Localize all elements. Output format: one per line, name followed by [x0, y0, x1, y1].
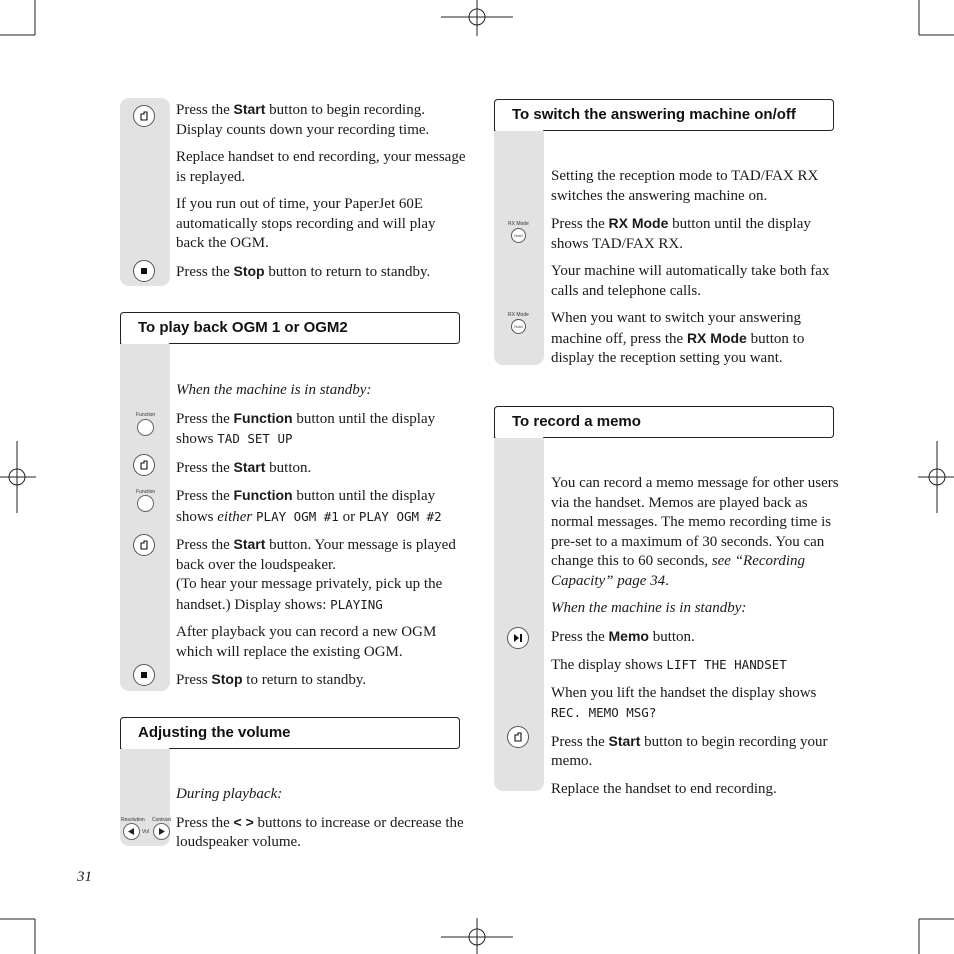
- start-button-3[interactable]: [133, 534, 155, 556]
- rx-mode-button[interactable]: Hold: [511, 228, 526, 243]
- function-button[interactable]: [137, 419, 154, 436]
- play-back-intro: When the machine is in standby:: [176, 382, 372, 398]
- switch-step-4: When you want to switch your answering machine off, press the RX Mode button to display the reception setting you want.: [551, 310, 805, 366]
- recording-step-1: Press the Start button to begin recording. Display counts down your recording time.: [176, 101, 430, 138]
- memo-step-6: Replace the handset to end recording.: [551, 780, 777, 797]
- volume-up-button[interactable]: [153, 823, 170, 840]
- page-number: 31: [77, 869, 92, 885]
- recording-intro-text: [176, 100, 466, 282]
- play-back-step-4: Press the Start button. Your message is played back over the loudspeaker.: [176, 536, 456, 573]
- recording-step-2: Replace handset to end recording, your message is replayed.: [176, 149, 466, 185]
- memo-step-2: Press the Memo button.: [551, 627, 695, 645]
- volume-text: [176, 785, 466, 853]
- memo-step-5: Press the Start button to begin recording your memo.: [551, 732, 828, 769]
- recording-step-3: If you run out of time, your PaperJet 60E automatically stops recording and will play back the OGM.: [176, 196, 436, 251]
- play-back-step-2: Press the Start button.: [176, 458, 312, 476]
- rx-mode-button-2[interactable]: Hold: [511, 319, 526, 334]
- section-header-switch: [494, 99, 834, 151]
- play-back-text: [176, 381, 466, 691]
- stop-button-2[interactable]: [133, 664, 155, 686]
- start-button-2[interactable]: [133, 454, 155, 476]
- function-button-2[interactable]: [137, 495, 154, 512]
- volume-step-1: Press the < > buttons to increase or decrease the loudspeaker volume.: [176, 813, 464, 850]
- handset-icon: [134, 106, 154, 126]
- memo-text: [551, 474, 841, 799]
- stop-button[interactable]: [133, 260, 155, 282]
- handset-icon: [508, 727, 528, 747]
- switch-text: [551, 167, 841, 369]
- play-back-heading: To play back OGM 1 or OGM2: [138, 319, 348, 336]
- handset-icon: [134, 535, 154, 555]
- triangle-left-icon: [124, 824, 139, 839]
- triangle-right-icon: [154, 824, 169, 839]
- resolution-label: Resolution: [121, 817, 145, 823]
- memo-step-3: The display shows LIFT THE HANDSET: [551, 657, 787, 673]
- volume-down-button[interactable]: [123, 823, 140, 840]
- switch-heading: To switch the answering machine on/off: [512, 106, 796, 123]
- contrast-label: Contrast: [152, 817, 171, 823]
- start-button[interactable]: [133, 105, 155, 127]
- rx-mode-label-2: RX Mode: [508, 312, 529, 318]
- function-label-2: Function: [136, 489, 156, 495]
- play-back-step-5: After playback you can record a new OGM which will replace the existing OGM.: [176, 624, 437, 660]
- memo-button[interactable]: [507, 627, 529, 649]
- memo-play-icon: [508, 628, 528, 648]
- memo-step-1: You can record a memo message for other users via the handset. Memos are played back as normal messages. The memo recording time is pre-set to a maximum of 30 seconds. You can change this to 60 seconds, see “Recording Capacity” page 34.: [551, 475, 839, 589]
- handset-icon: [134, 455, 154, 475]
- play-back-step-6: Press Stop to return to standby.: [176, 671, 367, 688]
- memo-intro: When the machine is in standby:: [551, 600, 747, 616]
- switch-step-3: Your machine will automatically take both fax calls and telephone calls.: [551, 263, 830, 299]
- function-label-1: Function: [136, 412, 156, 418]
- vol-label: Vol: [142, 829, 149, 835]
- play-back-step-1: Press the Function button until the display shows TAD SET UP: [176, 409, 436, 447]
- rx-mode-label-1: RX Mode: [508, 221, 529, 227]
- section-header-memo: [494, 406, 834, 458]
- stop-icon: [141, 268, 147, 274]
- recording-step-4: Press the Stop button to return to standby.: [176, 262, 431, 280]
- start-button-4[interactable]: [507, 726, 529, 748]
- stop-icon: [141, 672, 147, 678]
- play-back-step-3: Press the Function button until the display shows either PLAY OGM #1 or PLAY OGM #2: [176, 487, 442, 525]
- switch-step-2: Press the RX Mode button until the display shows TAD/FAX RX.: [551, 215, 811, 252]
- memo-heading: To record a memo: [512, 413, 641, 430]
- section-header-volume: [120, 717, 460, 769]
- play-back-step-4-note: (To hear your message privately, pick up the handset.) Display shows: PLAYING: [176, 576, 443, 613]
- volume-intro: During playback:: [176, 786, 283, 802]
- section-header-play-back: [120, 312, 460, 364]
- volume-heading: Adjusting the volume: [138, 724, 291, 741]
- switch-step-1: Setting the reception mode to TAD/FAX RX switches the answering machine on.: [551, 168, 819, 204]
- left-strip-2: [120, 344, 170, 691]
- memo-step-4: When you lift the handset the display shows REC. MEMO MSG?: [551, 684, 817, 720]
